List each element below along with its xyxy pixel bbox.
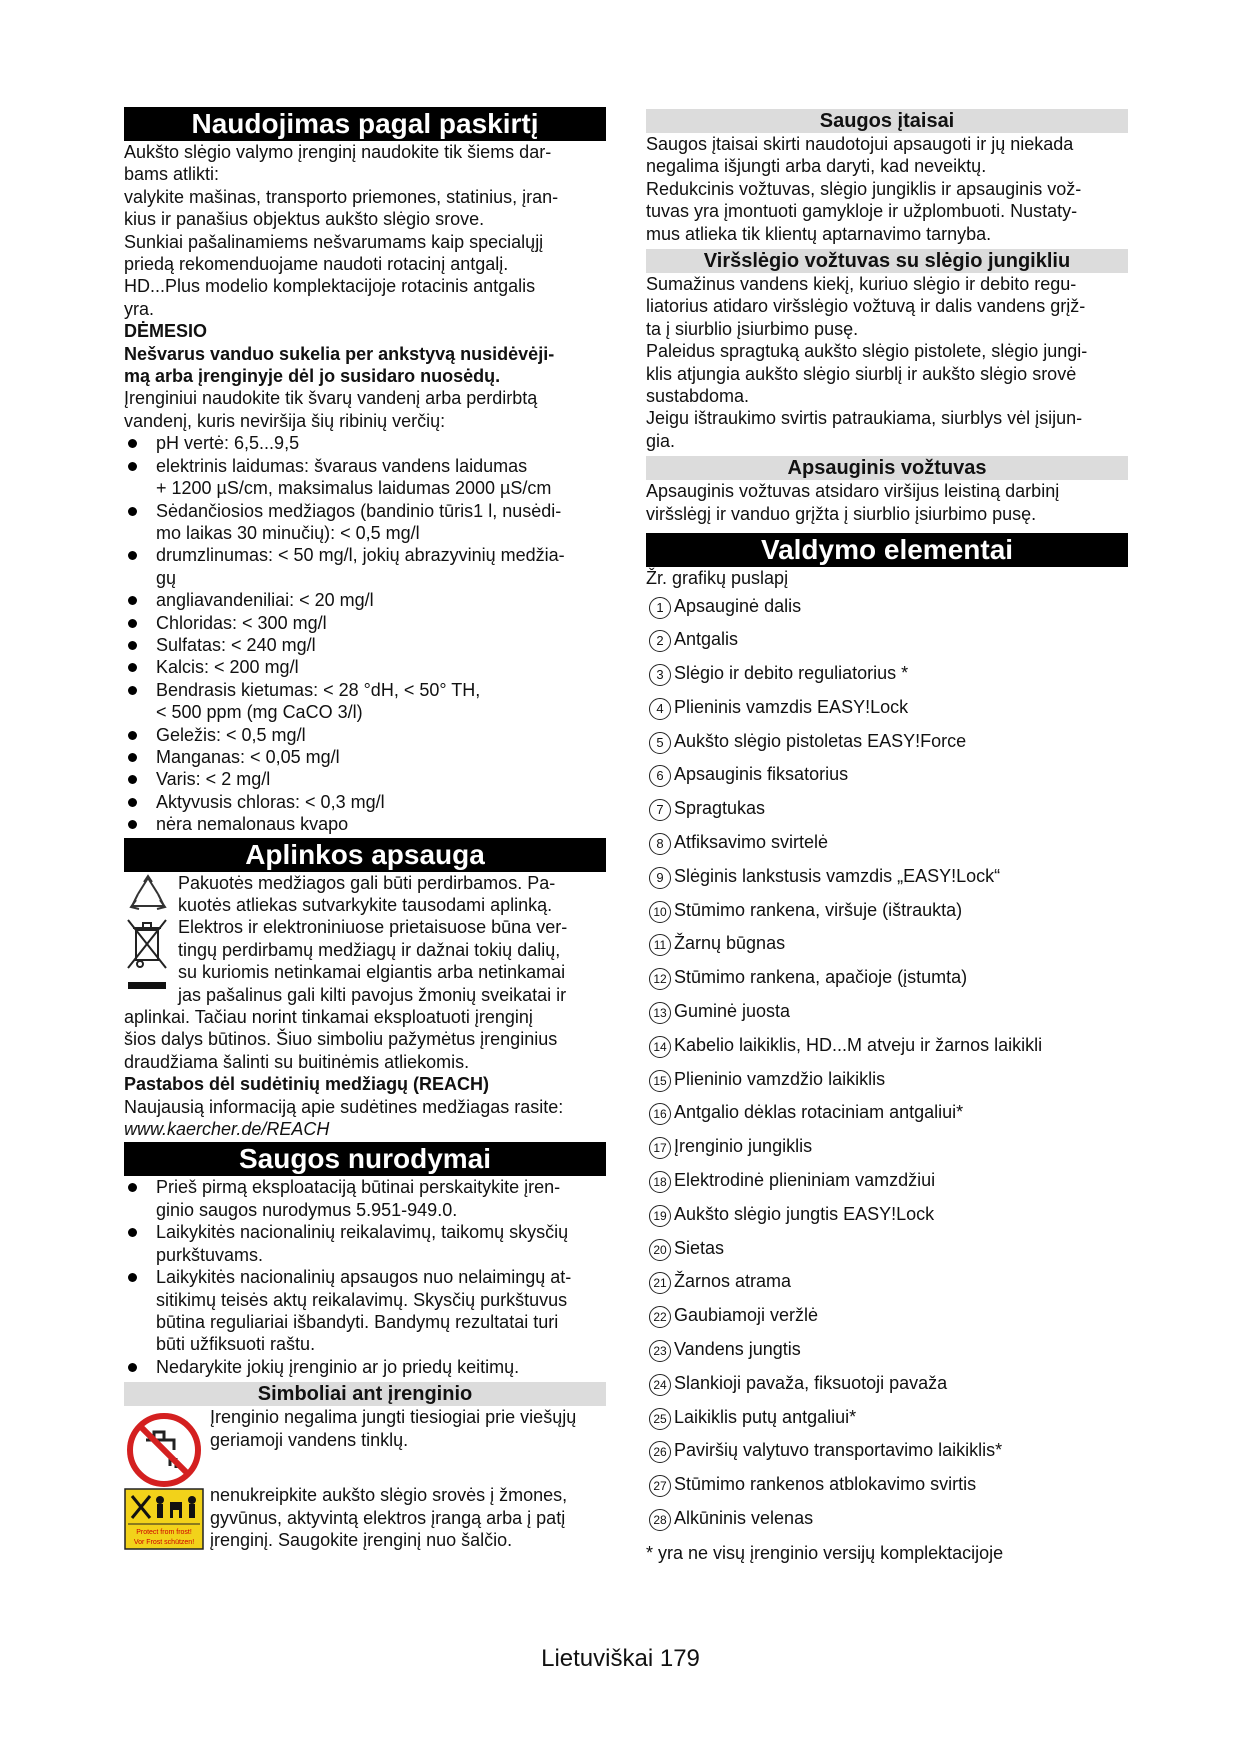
bullet-icon	[128, 1273, 137, 1282]
weee-continued-text	[124, 1006, 606, 1073]
limit-item: Aktyvusis chloras: < 0,3 mg/l	[124, 791, 606, 813]
control-element-label: Slėginis lankstusis vamzdis „EASY!Lock“	[674, 865, 1001, 886]
text-line: gia.	[646, 430, 676, 451]
control-element-item	[646, 729, 1128, 763]
safety-item: Nedarykite jokių įrenginio ar jo priedų keitimų.	[124, 1356, 606, 1378]
control-element-label: Gaubiamoji veržlė	[674, 1305, 819, 1326]
heading-valdymo: Valdymo elementai	[646, 533, 1128, 567]
control-element-item	[646, 627, 1128, 661]
limit-item: Bendrasis kietumas: < 28 °dH, < 50° TH, < 500 ppm (mg CaCO 3/l)	[124, 679, 606, 724]
text-line: Apsauginis vožtuvas atsidaro viršijus leistiną darbinį	[646, 481, 1060, 502]
control-element-item	[646, 1100, 1128, 1134]
control-element-item	[646, 1269, 1128, 1303]
number-circle-icon: 13	[649, 1002, 671, 1024]
apsauginis-text	[646, 480, 1128, 525]
control-element-label: Žarnos atrama	[674, 1271, 792, 1292]
number-circle-icon: 28	[649, 1509, 671, 1531]
control-element-label: Paviršių valytuvo transportavimo laikiklis*	[674, 1440, 1003, 1461]
text-line: yra.	[124, 298, 155, 319]
limit-item: elektrinis laidumas: švaraus vandens laidumas + 1200 µS/cm, maksimalus laidumas 2000 µS/cm	[124, 455, 606, 500]
text-line: įrenginį. Saugokite įrenginį nuo šalčio.	[210, 1529, 513, 1550]
number-circle-icon: 14	[649, 1036, 671, 1058]
virsslegio-text	[646, 273, 1128, 452]
heading-simboliai: Simboliai ant įrenginio	[124, 1382, 606, 1406]
number-circle-icon: 15	[649, 1070, 671, 1092]
number-circle-icon: 20	[649, 1239, 671, 1261]
control-element-item	[646, 898, 1128, 932]
control-element-item	[646, 695, 1128, 729]
safety-item: Laikykitės nacionalinių apsaugos nuo nelaimingų at- sitikimų teisės aktų reikalavimų. Skysčių purkštuvus būtina reguliariai išbandyti. Bandymų rezultatai turi būti užfiksuoti raštu.	[124, 1266, 606, 1356]
control-element-label: Spragtukas	[674, 798, 766, 819]
limit-item: angliavandeniliai: < 20 mg/l	[124, 589, 606, 611]
text-line: Sunkiai pašalinamiems nešvarumams kaip specialųjį	[124, 231, 544, 252]
control-element-item	[646, 999, 1128, 1033]
attention-line: Nešvarus vanduo sukelia per ankstyvą nusidėvėji-	[124, 343, 555, 364]
number-circle-icon: 19	[649, 1205, 671, 1227]
control-element-item	[646, 864, 1128, 898]
text-line: Sumažinus vandens kiekį, kuriuo slėgio ir debito regu-	[646, 274, 1077, 295]
number-circle-icon: 10	[649, 901, 671, 923]
control-element-item	[646, 1202, 1128, 1236]
reach-link[interactable]: www.kaercher.de/REACH	[124, 1119, 330, 1140]
limit-item: Sėdančiosios medžiagos (bandinio tūris1 l, nusėdi- mo laikas 30 minučių): < 0,5 mg/l	[124, 500, 606, 545]
control-element-item	[646, 1506, 1128, 1540]
text-line: mus atlieka tik klientų aptarnavimo tarnyba.	[646, 223, 992, 244]
reach-text: Naujausią informaciją apie sudėtines medžiagas rasite:	[124, 1096, 564, 1117]
water-text	[124, 387, 606, 432]
attention-label: DĖMESIO	[124, 321, 208, 342]
control-element-item	[646, 1337, 1128, 1371]
control-element-label: Stūmimo rankenos atblokavimo svirtis	[674, 1474, 977, 1495]
control-element-label: Apsauginė dalis	[674, 595, 802, 616]
limit-item: nėra nemalonaus kvapo	[124, 813, 606, 835]
control-elements-list	[646, 594, 1128, 1540]
number-circle-icon: 4	[649, 698, 671, 720]
no-jet-text	[210, 1484, 606, 1551]
number-circle-icon: 6	[649, 765, 671, 787]
text-line: Aukšto slėgio valymo įrenginį naudokite tik šiems dar-	[124, 142, 552, 162]
weee-row	[124, 916, 606, 1006]
number-circle-icon: 23	[649, 1340, 671, 1362]
control-element-item	[646, 762, 1128, 796]
text-line: viršslėgį ir vanduo grįžta į siurblio įsiurbimo pusę.	[646, 503, 1037, 524]
control-element-label: Stūmimo rankena, viršuje (ištraukta)	[674, 899, 963, 920]
control-element-label: Vandens jungtis	[674, 1339, 801, 1360]
recycle-text	[178, 872, 606, 917]
control-element-item	[646, 931, 1128, 965]
text-line: Redukcinis vožtuvas, slėgio jungiklis ir apsauginis vož-	[646, 178, 1082, 199]
number-circle-icon: 18	[649, 1171, 671, 1193]
weee-text	[178, 916, 606, 1006]
bullet-icon	[128, 798, 137, 807]
control-element-label: Įrenginio jungiklis	[674, 1136, 813, 1157]
control-element-item	[646, 796, 1128, 830]
bullet-icon	[128, 1228, 137, 1237]
limit-item: Geležis: < 0,5 mg/l	[124, 724, 606, 746]
control-element-label: Apsauginis fiksatorius	[674, 764, 849, 785]
control-element-label: Laikiklis putų antgaliui*	[674, 1406, 857, 1427]
limit-item: drumzlinumas: < 50 mg/l, jokių abrazyvinių medžia- gų	[124, 544, 606, 589]
bullet-icon	[128, 1363, 137, 1372]
control-element-label: Kabelio laikiklis, HD...M atveju ir žarnos laikikli	[674, 1034, 1043, 1055]
text-line: tingų perdirbamų medžiagų ir dažnai tokių dalių,	[178, 939, 561, 960]
bullet-icon	[128, 619, 137, 628]
reach-title: Pastabos dėl sudėtinių medžiagų (REACH)	[124, 1074, 490, 1095]
bullet-icon	[128, 439, 137, 448]
text-line: tuvas yra įmontuoti gamykloje ir užplombuoti. Nustaty-	[646, 201, 1078, 222]
text-line: negalima išjungti arba daryti, kad neveiktų.	[646, 156, 987, 177]
control-element-item	[646, 1303, 1128, 1337]
text-line: jas pašalinus gali kilti pavojus žmonių sveikatai ir	[178, 984, 567, 1005]
number-circle-icon: 26	[649, 1441, 671, 1463]
control-element-label: Slėgio ir debito reguliatorius *	[674, 663, 909, 684]
text-line: aplinkai. Tačiau norint tinkamai eksploatuoti įrenginį	[124, 1007, 533, 1028]
limit-item: Sulfatas: < 240 mg/l	[124, 634, 606, 656]
text-line: Įrenginio negalima jungti tiesiogiai prie viešųjų	[210, 1407, 577, 1428]
number-circle-icon: 2	[649, 630, 671, 652]
bullet-icon	[128, 641, 137, 650]
number-circle-icon: 16	[649, 1103, 671, 1125]
control-element-item	[646, 1067, 1128, 1101]
number-circle-icon: 12	[649, 968, 671, 990]
text-line: šios dalys būtinos. Šiuo simboliu pažymėtus įrenginius	[124, 1029, 558, 1050]
control-element-item	[646, 1472, 1128, 1506]
safety-item: Laikykitės nacionalinių reikalavimų, taikomų skysčių purkštuvams.	[124, 1221, 606, 1266]
control-element-item	[646, 1371, 1128, 1405]
footer-language: Lietuviškai	[541, 1645, 654, 1672]
control-element-label: Antgalis	[674, 629, 739, 650]
heading-naudojimas: Naudojimas pagal paskirtį	[124, 107, 606, 141]
text-line: gyvūnus, aktyvintą elektros įrangą arba į patį	[210, 1507, 566, 1528]
control-element-label: Plieninis vamzdis EASY!Lock	[674, 696, 909, 717]
bullet-icon	[128, 686, 137, 695]
control-element-item	[646, 1033, 1128, 1067]
number-circle-icon: 7	[649, 799, 671, 821]
text-line: Paleidus spragtuką aukšto slėgio pistolete, slėgio jungi-	[646, 341, 1088, 362]
warning-sticker-icon	[124, 1488, 204, 1555]
control-element-item	[646, 965, 1128, 999]
right-column	[646, 107, 1128, 1564]
text-line: draudžiama šalinti su buitinėmis atliekomis.	[124, 1051, 470, 1072]
bullet-icon	[128, 462, 137, 471]
recycle-row	[124, 872, 606, 917]
recycle-icon	[124, 872, 172, 921]
control-element-item	[646, 1405, 1128, 1439]
control-element-item	[646, 1438, 1128, 1472]
heading-virsslegio: Viršslėgio vožtuvas su slėgio jungikliu	[646, 249, 1128, 273]
control-element-item	[646, 1168, 1128, 1202]
no-drinking-water-text	[210, 1406, 606, 1451]
control-element-label: Guminė juosta	[674, 1001, 791, 1022]
text-line: Pakuotės medžiagos gali būti perdirbamos. Pa-	[178, 872, 556, 893]
control-element-label: Elektrodinė plieniniam vamzdžiui	[674, 1170, 936, 1191]
control-element-label: Atfiksavimo svirtelė	[674, 832, 829, 853]
bullet-icon	[128, 775, 137, 784]
text-line: su kuriomis netinkamai elgiantis arba netinkamai	[178, 962, 566, 983]
number-circle-icon: 9	[649, 867, 671, 889]
sticker-line-2: Vor Frost schützen!	[133, 1539, 195, 1547]
safety-list	[124, 1176, 606, 1378]
heading-saugos-nurodymai: Saugos nurodymai	[124, 1142, 606, 1176]
number-circle-icon: 3	[649, 664, 671, 686]
limit-item: Kalcis: < 200 mg/l	[124, 656, 606, 678]
text-line: Elektros ir elektroniniuose prietaisuose būna ver-	[178, 917, 568, 938]
control-element-item	[646, 594, 1128, 628]
naudojimas-text	[124, 141, 606, 320]
heading-saugos-itaisai: Saugos įtaisai	[646, 109, 1128, 133]
control-element-item	[646, 1134, 1128, 1168]
limit-item: Varis: < 2 mg/l	[124, 768, 606, 790]
text-line: nenukreipkite aukšto slėgio srovės į žmones,	[210, 1485, 568, 1506]
safety-item: Prieš pirmą eksploataciją būtinai perskaitykite įren- ginio saugos nurodymus 5.951-949.0.	[124, 1176, 606, 1221]
control-element-label: Žarnų būgnas	[674, 933, 786, 954]
control-element-label: Plieninio vamzdžio laikiklis	[674, 1068, 886, 1089]
text-line: kius ir panašius objektus aukšto slėgio srove.	[124, 209, 485, 230]
control-element-item	[646, 830, 1128, 864]
text-line: Saugos įtaisai skirti naudotojui apsaugoti ir jų niekada	[646, 134, 1074, 154]
limit-item: pH vertė: 6,5...9,5	[124, 432, 606, 454]
text-line: liatorius atidaro viršslėgio vožtuvą ir dalis vandens grįž-	[646, 296, 1086, 317]
limits-list	[124, 432, 606, 835]
number-circle-icon: 1	[649, 597, 671, 619]
number-circle-icon: 27	[649, 1475, 671, 1497]
text-line: vandenį, kuris neviršija šių ribinių verčių:	[124, 410, 446, 431]
number-circle-icon: 17	[649, 1137, 671, 1159]
control-element-label: Aukšto slėgio pistoletas EASY!Force	[674, 730, 967, 751]
text-line: valykite mašinas, transporto priemones, statinius, įran-	[124, 186, 559, 207]
control-element-item	[646, 1236, 1128, 1270]
bullet-icon	[128, 596, 137, 605]
valdymo-intro: Žr. grafikų puslapį	[646, 568, 789, 589]
limit-item: Chloridas: < 300 mg/l	[124, 612, 606, 634]
crossed-bin-icon	[124, 916, 172, 1011]
text-line: sustabdoma.	[646, 386, 750, 407]
control-element-label: Aukšto slėgio jungtis EASY!Lock	[674, 1203, 935, 1224]
attention-line: mą arba įrenginyje dėl jo susidaro nuosėdų.	[124, 366, 501, 387]
sticker-line-1: Protect from frost!	[136, 1529, 192, 1537]
text-line: Jeigu ištraukimo svirtis patraukiama, siurblys vėl įsijun-	[646, 408, 1083, 429]
page-footer	[0, 1645, 1241, 1673]
saugos-itaisai-text	[646, 133, 1128, 245]
text-line: klis atjungia aukšto slėgio siurblį ir aukšto slėgio srovė	[646, 363, 1077, 384]
number-circle-icon: 21	[649, 1272, 671, 1294]
footnote: * yra ne visų įrenginio versijų komplektacijoje	[646, 1542, 1004, 1563]
bullet-icon	[128, 663, 137, 672]
heading-aplinkos: Aplinkos apsauga	[124, 838, 606, 872]
number-circle-icon: 11	[649, 934, 671, 956]
control-element-label: Alkūninis velenas	[674, 1508, 814, 1529]
number-circle-icon: 8	[649, 833, 671, 855]
bullet-icon	[128, 753, 137, 762]
limit-item: Manganas: < 0,05 mg/l	[124, 746, 606, 768]
control-element-label: Slankioji pavaža, fiksuotoji pavaža	[674, 1372, 948, 1393]
left-column	[124, 107, 606, 1554]
no-jet-row	[124, 1484, 606, 1554]
text-line: HD...Plus modelio komplektacijoje rotacinis antgalis	[124, 276, 536, 297]
bullet-icon	[128, 731, 137, 740]
no-drinking-water-row	[124, 1406, 606, 1484]
footer-page-number: 179	[659, 1645, 700, 1672]
text-line: Įrenginiui naudokite tik švarų vandenį arba perdirbtą	[124, 388, 538, 409]
control-element-item	[646, 661, 1128, 695]
bullet-icon	[128, 551, 137, 560]
bullet-icon	[128, 507, 137, 516]
control-element-label: Antgalio dėklas rotaciniam antgaliui*	[674, 1102, 964, 1123]
text-line: bams atlikti:	[124, 164, 220, 185]
text-line: kuotės atliekas sutvarkykite tausodami aplinką.	[178, 895, 553, 915]
control-element-label: Stūmimo rankena, apačioje (įstumta)	[674, 967, 968, 988]
control-element-label: Sietas	[674, 1237, 725, 1258]
text-line: priedą rekomenduojame naudoti rotacinį antgalį.	[124, 254, 509, 275]
text-line: geriamoji vandens tinklų.	[210, 1429, 409, 1450]
bullet-icon	[128, 1183, 137, 1192]
no-drinking-water-icon	[124, 1410, 204, 1495]
text-line: ta į siurblio įsiurbimo pusę.	[646, 318, 859, 339]
attention-text	[124, 343, 606, 388]
number-circle-icon: 22	[649, 1306, 671, 1328]
number-circle-icon: 5	[649, 732, 671, 754]
bullet-icon	[128, 820, 137, 829]
number-circle-icon: 24	[649, 1374, 671, 1396]
number-circle-icon: 25	[649, 1408, 671, 1430]
heading-apsauginis: Apsauginis vožtuvas	[646, 456, 1128, 480]
